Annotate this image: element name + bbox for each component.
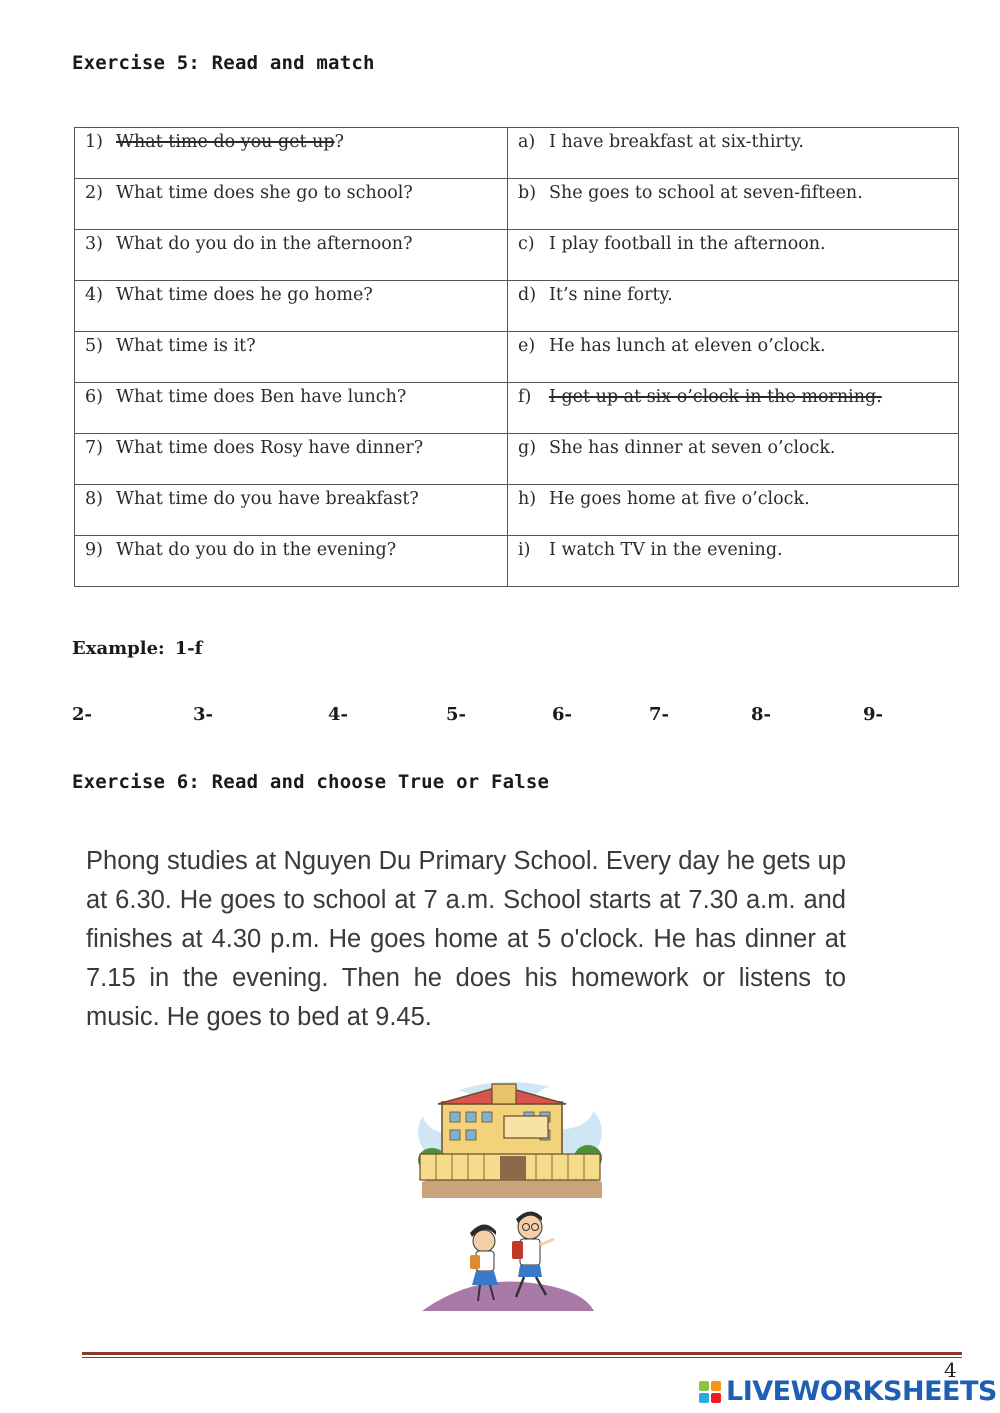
question-number: 1) — [85, 132, 103, 152]
answer-text: I have breakfast at six-thirty. — [549, 132, 804, 152]
table-row — [75, 485, 959, 536]
footer-rule-thin — [82, 1357, 962, 1358]
question-text: What time do you have breakfast? — [116, 489, 419, 509]
question-text: What time is it? — [116, 336, 256, 356]
answer-text: I get up at six o’clock in the morning. — [549, 387, 882, 407]
table-row — [75, 179, 959, 230]
question-number: 2) — [85, 183, 103, 203]
answer-letter: h) — [518, 489, 537, 509]
school-illustration — [412, 1072, 608, 1198]
match-table — [74, 127, 959, 587]
exercise-6-title: Exercise 6: Read and choose True or False — [72, 771, 550, 793]
table-row — [75, 536, 959, 587]
answer-slot-5[interactable]: 5- — [446, 704, 466, 725]
table-row — [75, 332, 959, 383]
answer-text: It’s nine forty. — [549, 285, 673, 305]
answer-slot-6[interactable]: 6- — [552, 704, 572, 725]
question-number: 9) — [85, 540, 103, 560]
answer-letter: a) — [518, 132, 536, 152]
question-text: What time does he go home? — [116, 285, 373, 305]
question-text: What time do you get up — [116, 132, 335, 152]
question-number: 3) — [85, 234, 103, 254]
footer-rule — [82, 1352, 962, 1355]
answer-text: She goes to school at seven-fifteen. — [549, 183, 863, 203]
question-text: What time does she go to school? — [116, 183, 413, 203]
liveworksheets-logo[interactable] — [698, 1376, 997, 1407]
brand-name: LIVEWORKSHEETS — [726, 1376, 997, 1407]
reading-passage: Phong studies at Nguyen Du Primary School. Every day he gets up at 6.30. He goes to school at 7 a.m. School starts at 7.30 a.m. and finishes at 4.30 p.m. He goes home at 5 o'clock. He has dinner at 7.15 in the evening. Then he does his homework or listens to music. He goes to bed at 9.45. — [86, 847, 846, 1031]
example-line — [72, 638, 202, 659]
answer-letter: b) — [518, 183, 537, 203]
answer-slot-8[interactable]: 8- — [751, 704, 771, 725]
answer-letter: g) — [518, 438, 537, 458]
example-label: Example: — [72, 638, 165, 659]
table-row — [75, 281, 959, 332]
example-value: 1-f — [174, 638, 203, 659]
question-text: What do you do in the evening? — [116, 540, 397, 560]
table-row — [75, 128, 959, 179]
question-number: 7) — [85, 438, 103, 458]
answer-letter: d) — [518, 285, 537, 305]
answer-slot-3[interactable]: 3- — [193, 704, 213, 725]
answer-slot-7[interactable]: 7- — [649, 704, 669, 725]
answer-text: She has dinner at seven o’clock. — [549, 438, 836, 458]
question-number: 5) — [85, 336, 103, 356]
exercise-5-title: Exercise 5: Read and match — [72, 52, 375, 74]
answer-slot-2[interactable]: 2- — [72, 704, 92, 725]
page-number: 4 — [944, 1358, 957, 1382]
table-row — [75, 383, 959, 434]
answer-slot-9[interactable]: 9- — [863, 704, 883, 725]
answer-text: He goes home at five o’clock. — [549, 489, 810, 509]
liveworksheets-icon — [698, 1380, 722, 1404]
question-number: 4) — [85, 285, 103, 305]
children-illustration — [412, 1205, 602, 1311]
question-number: 6) — [85, 387, 103, 407]
question-number: 8) — [85, 489, 103, 509]
table-row — [75, 230, 959, 281]
question-text: What time does Rosy have dinner? — [116, 438, 424, 458]
question-text: What time does Ben have lunch? — [116, 387, 407, 407]
answer-slot-4[interactable]: 4- — [328, 704, 348, 725]
question-suffix: ? — [334, 132, 345, 152]
answer-letter: e) — [518, 336, 536, 356]
answer-letter: c) — [518, 234, 535, 254]
question-text: What do you do in the afternoon? — [116, 234, 413, 254]
table-row — [75, 434, 959, 485]
answer-text: I watch TV in the evening. — [549, 540, 783, 560]
answer-text: He has lunch at eleven o’clock. — [549, 336, 826, 356]
answer-letter: i) — [518, 540, 531, 560]
answer-text: I play football in the afternoon. — [549, 234, 826, 254]
answer-letter: f) — [518, 387, 532, 407]
